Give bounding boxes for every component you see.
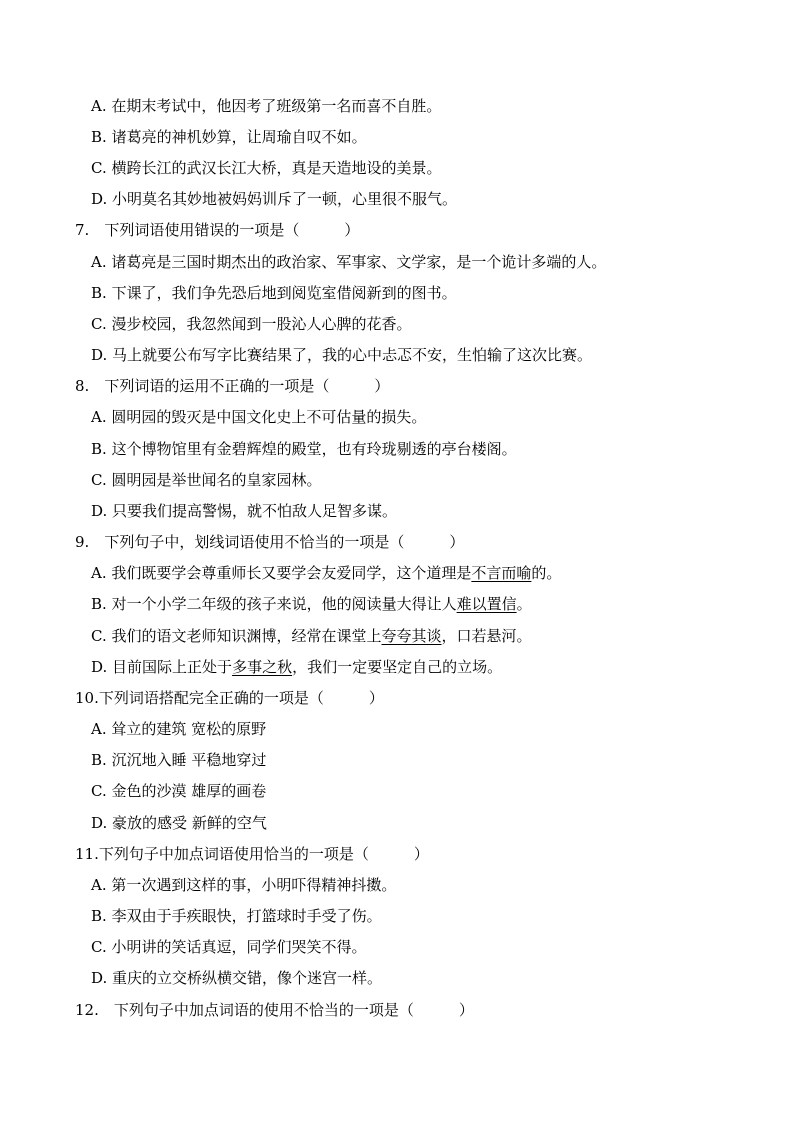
question-10-option-c bbox=[91, 781, 266, 801]
underlined-phrase: 夸夸其谈 bbox=[381, 627, 442, 645]
option-text: 圆明园的毁灭是中国文化史上不可估量的损失。 bbox=[111, 408, 427, 426]
option-label: D. bbox=[91, 502, 108, 520]
option-label: C. bbox=[91, 627, 107, 645]
option-label: B. bbox=[91, 128, 107, 146]
option-label: B. bbox=[91, 751, 107, 769]
question-9-option-d bbox=[91, 657, 502, 677]
option-label: C. bbox=[91, 782, 107, 800]
question-8-option-b bbox=[91, 439, 517, 459]
option-label: B. bbox=[91, 907, 107, 925]
option-label: C. bbox=[91, 315, 107, 333]
question-10-option-d bbox=[91, 813, 267, 833]
question-7-option-c bbox=[91, 314, 412, 334]
option-text: 李双由于手疾眼快，打篮球时手受了伤。 bbox=[111, 907, 382, 925]
option-text: 漫步校园，我忽然闻到一股沁人心脾的花香。 bbox=[111, 315, 412, 333]
question-7-stem bbox=[75, 220, 359, 240]
option-label: D. bbox=[91, 814, 108, 832]
option-text: 我们的语文老师知识渊博，经常在课堂上 bbox=[111, 627, 382, 645]
question-8-option-a bbox=[91, 407, 426, 427]
option-text: 重庆的立交桥纵横交错，像个迷宫一样。 bbox=[112, 969, 383, 987]
option-label: D. bbox=[91, 346, 108, 364]
question-11-option-c bbox=[91, 937, 367, 957]
question-8-stem bbox=[75, 376, 389, 396]
option-label: C. bbox=[91, 471, 107, 489]
question-text: 下列词语使用错误的一项是（ ） bbox=[104, 221, 360, 239]
underlined-phrase: 难以置信 bbox=[456, 595, 517, 613]
underlined-phrase: 多事之秋 bbox=[232, 658, 293, 676]
question-7-option-a bbox=[91, 252, 606, 272]
option-text: 小明莫名其妙地被妈妈训斥了一顿，心里很不服气。 bbox=[112, 190, 458, 208]
option-text: 在期末考试中，他因考了班级第一名而喜不自胜。 bbox=[111, 97, 442, 115]
question-7-option-d bbox=[91, 345, 592, 365]
question-6-option-b bbox=[91, 127, 367, 147]
question-7-option-b bbox=[91, 283, 457, 303]
option-text-tail: 的。 bbox=[531, 564, 562, 582]
option-text: 诸葛亮的神机妙算，让周瑜自叹不如。 bbox=[111, 128, 367, 146]
question-9-option-c bbox=[91, 626, 532, 646]
option-text: 小明讲的笑话真逗，同学们哭笑不得。 bbox=[111, 938, 367, 956]
question-text: 下列词语的运用不正确的一项是（ ） bbox=[104, 377, 390, 395]
question-9-stem bbox=[75, 532, 464, 552]
question-text: 下列句子中加点词语使用恰当的一项是（ ） bbox=[98, 845, 429, 863]
option-text: 耸立的建筑 宽松的原野 bbox=[111, 720, 267, 738]
question-number: 9. bbox=[75, 533, 90, 551]
question-11-option-d bbox=[91, 968, 382, 988]
option-label: C. bbox=[91, 938, 107, 956]
question-6-option-a bbox=[91, 96, 441, 116]
question-number: 10. bbox=[75, 689, 99, 707]
question-12-stem bbox=[75, 1000, 474, 1020]
question-8-option-c bbox=[91, 470, 322, 490]
question-number: 7. bbox=[75, 221, 90, 239]
option-label: A. bbox=[91, 253, 107, 271]
option-text: 圆明园是举世闻名的皇家园林。 bbox=[111, 471, 322, 489]
option-text: 豪放的感受 新鲜的空气 bbox=[112, 814, 267, 832]
question-text: 下列句子中加点词语的使用不恰当的一项是（ ） bbox=[113, 1001, 474, 1019]
option-label: A. bbox=[91, 97, 107, 115]
option-label: D. bbox=[91, 658, 108, 676]
question-text: 下列句子中，划线词语使用不恰当的一项是（ ） bbox=[104, 533, 465, 551]
option-text: 金色的沙漠 雄厚的画卷 bbox=[111, 782, 267, 800]
option-label: B. bbox=[91, 595, 107, 613]
option-text: 下课了，我们争先恐后地到阅览室借阅新到的图书。 bbox=[111, 284, 457, 302]
question-10-stem bbox=[75, 688, 384, 708]
question-11-stem bbox=[75, 844, 429, 864]
question-10-option-b bbox=[91, 750, 266, 770]
option-label: A. bbox=[91, 564, 107, 582]
question-number: 8. bbox=[75, 377, 90, 395]
option-label: A. bbox=[91, 408, 107, 426]
option-text-tail: 。 bbox=[516, 595, 532, 613]
question-6-option-d bbox=[91, 189, 457, 209]
question-8-option-d bbox=[91, 501, 397, 521]
question-number: 11. bbox=[75, 845, 99, 863]
option-text: 我们既要学会尊重师长又要学会友爱同学，这个道理是 bbox=[111, 564, 472, 582]
option-label: B. bbox=[91, 284, 107, 302]
option-label: D. bbox=[91, 190, 108, 208]
underlined-phrase: 不言而喻 bbox=[471, 564, 532, 582]
option-text: 马上就要公布写字比赛结果了，我的心中忐忑不安，生怕输了这次比赛。 bbox=[112, 346, 593, 364]
option-label: C. bbox=[91, 159, 107, 177]
option-text-tail: ，口若悬河。 bbox=[441, 627, 532, 645]
question-number: 12. bbox=[75, 1001, 99, 1019]
question-11-option-a bbox=[91, 875, 396, 895]
option-text-tail: ，我们一定要坚定自己的立场。 bbox=[292, 658, 503, 676]
option-label: A. bbox=[91, 876, 107, 894]
question-9-option-b bbox=[91, 594, 532, 614]
question-9-option-a bbox=[91, 563, 561, 583]
option-text: 目前国际上正处于 bbox=[112, 658, 233, 676]
option-text: 横跨长江的武汉长江大桥，真是天造地设的美景。 bbox=[111, 159, 442, 177]
option-text: 第一次遇到这样的事，小明吓得精神抖擞。 bbox=[111, 876, 397, 894]
option-text: 诸葛亮是三国时期杰出的政治家、军事家、文学家，是一个诡计多端的人。 bbox=[111, 253, 607, 271]
option-label: D. bbox=[91, 969, 108, 987]
question-text: 下列词语搭配完全正确的一项是（ ） bbox=[98, 689, 384, 707]
option-text: 这个博物馆里有金碧辉煌的殿堂，也有玲珑剔透的亭台楼阁。 bbox=[111, 440, 517, 458]
option-label: B. bbox=[91, 440, 107, 458]
option-text: 对一个小学二年级的孩子来说，他的阅读量大得让人 bbox=[111, 595, 457, 613]
question-10-option-a bbox=[91, 719, 266, 739]
option-text: 沉沉地入睡 平稳地穿过 bbox=[111, 751, 267, 769]
question-11-option-b bbox=[91, 906, 382, 926]
option-text: 只要我们提高警惕，就不怕敌人足智多谋。 bbox=[112, 502, 398, 520]
question-6-option-c bbox=[91, 158, 442, 178]
option-label: A. bbox=[91, 720, 107, 738]
